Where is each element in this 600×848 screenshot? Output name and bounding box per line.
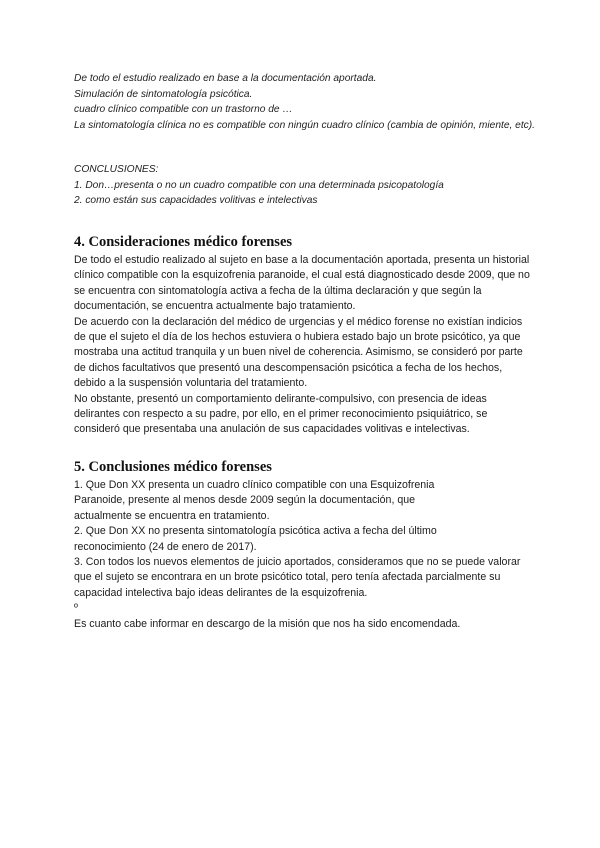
intro-line: De todo el estudio realizado en base a la documentación aportada. — [74, 73, 377, 84]
section-5-item: 2. Que Don XX no presenta sintomatología psicótica activa a fecha del último reconocimiento (24 de enero de 2017). — [74, 525, 437, 553]
section-5-item: 1. Que Don XX presenta un cuadro clínico compatible con una Esquizofrenia Paranoide, presente al menos desde 2009 según la documentación, que actualmente se encuentra en tratamiento. — [74, 479, 435, 522]
section-conclusions — [74, 458, 534, 632]
conclusions-heading: CONCLUSIONES: — [74, 164, 159, 175]
section-4-paragraph: De todo el estudio realizado al sujeto en base a la documentación aportada, presenta un historial clínico compatible con la esquizofrenia paranoide, el cual está diagnosticado desde 2009, que no se encuentra con sintomatología activa a fecha de la última declaración y que según la documentación, se encuentra actualmente bajo tratamiento. — [74, 254, 530, 313]
section-4-paragraph: No obstante, presentó un comportamiento delirante-compulsivo, con presencia de ideas delirantes con respecto a su padre, por ello, en el primer reconocimiento psiquiátrico, se consideró que presentaba una anulación de sus capacidades volitivas e intelectivas. — [74, 392, 488, 436]
intro-notes — [74, 71, 544, 133]
conclusions-item: 2. como están sus capacidades volitivas e intelectivas — [74, 195, 318, 207]
intro-line: Simulación de sintomatología psicótica. — [74, 88, 253, 100]
closing-statement: Es cuanto cabe informar en descargo de la misión que nos ha sido encomendada. — [74, 617, 461, 630]
section-considerations — [74, 233, 534, 438]
conclusions-notes — [74, 162, 544, 209]
degree-mark: º — [74, 602, 78, 615]
section-5-item: 3. Con todos los nuevos elementos de juicio aportados, consideramos que no se puede valorar que el sujeto se encontrara en un brote psicótico total, pero tenía afectada parcialmente su capacidad intelectiva bajo ideas delirantes de la esquizofrenia. — [74, 556, 521, 599]
section-4-paragraph: De acuerdo con la declaración del médico de urgencias y el médico forense no existían indicios de que el sujeto el día de los hechos estuviera o hubiera estado bajo un brote psicótico, ya que mostraba una actitud tranquila y un buen nivel de coherencia. Asimismo, se consideró por parte de dichos facultativos que presentó una descompensación psicótica a fecha de los hechos, debido a la suspensión voluntaria del tratamiento. — [74, 315, 523, 390]
section-5-title: 5. Conclusiones médico forenses — [74, 459, 272, 475]
section-4-title: 4. Consideraciones médico forenses — [74, 234, 293, 250]
intro-line: La sintomatología clínica no es compatible con ningún cuadro clínico (cambia de opinión, miente, etc). — [74, 119, 535, 131]
conclusions-item: 1. Don…presenta o no un cuadro compatible con una determinada psicopatología — [74, 179, 444, 191]
intro-line: cuadro clínico compatible con un trastorno de … — [74, 104, 293, 116]
